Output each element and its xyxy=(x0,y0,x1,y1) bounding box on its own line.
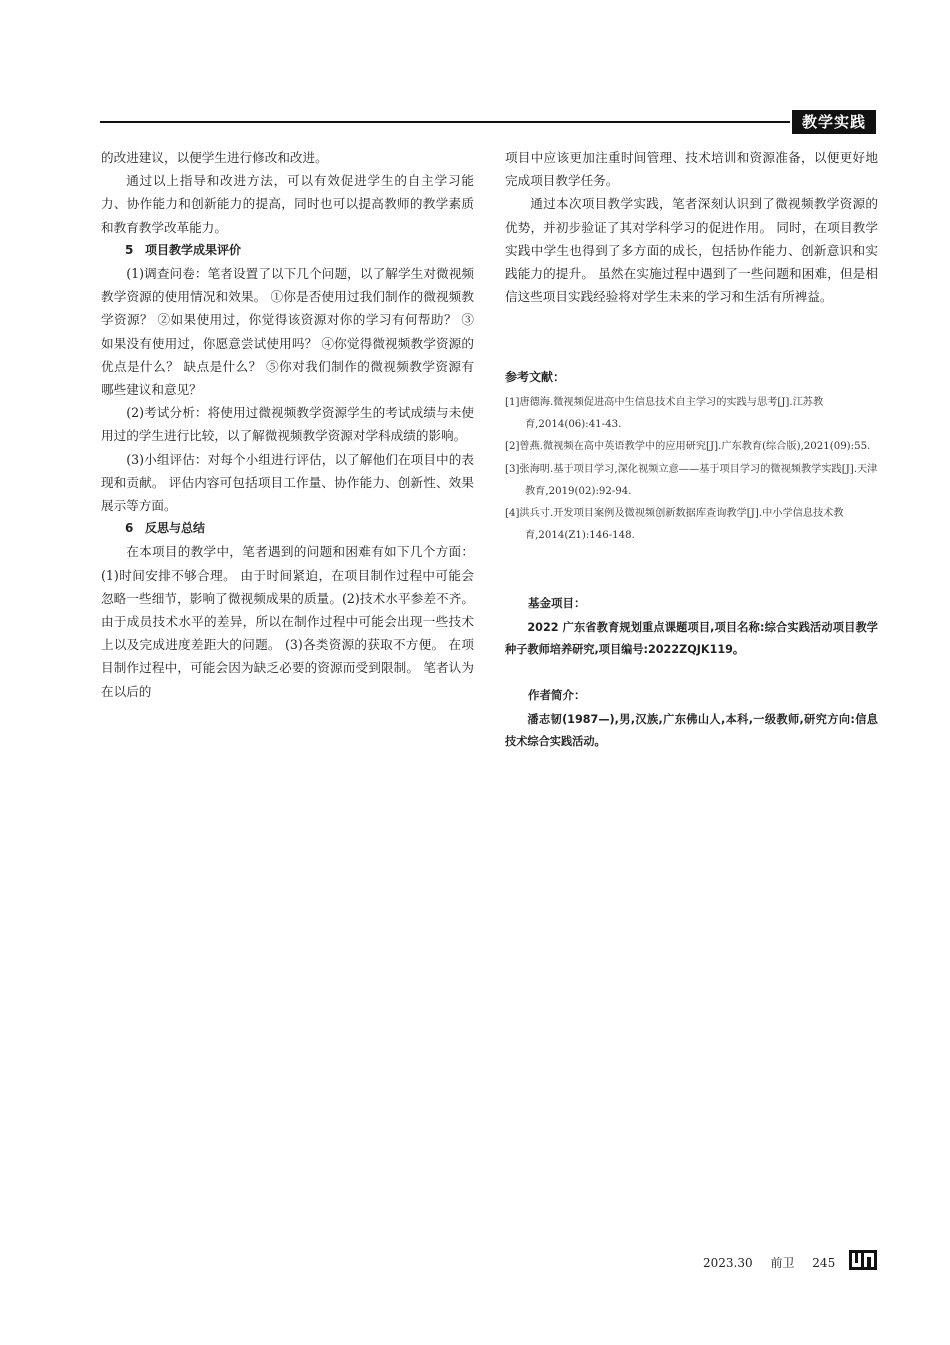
paragraph: 通过以上指导和改进方法，可以有效促进学生的自主学习能力、协作能力和创新能力的提高，同时也可以提高教师的教学素质和教育教学改革能力。 xyxy=(101,173,474,235)
reference-item: [3]张海明.基于项目学习,深化视频立意——基于项目学习的微视频教学实践[J].天津教育,2019(02):92-94. xyxy=(505,463,878,497)
references-title: 参考文献： xyxy=(505,370,566,384)
section-title: 项目教学成果评价 xyxy=(145,242,242,257)
right-column xyxy=(505,146,878,308)
author-text: 潘志韧(1987—),男,汉族,广东佛山人,本科,一级教师,研究方向:信息技术综合实践活动。 xyxy=(505,713,878,748)
author-title: 作者简介： xyxy=(528,688,586,702)
fund-title: 基金项目： xyxy=(528,596,586,610)
section-heading-5 xyxy=(101,239,474,262)
paragraph: 的改进建议，以便学生进行修改和改进。 xyxy=(101,150,328,165)
section-number: 5 xyxy=(125,242,134,257)
section-tag: 教学实践 xyxy=(792,110,876,134)
references-list xyxy=(505,392,878,547)
journal-logo-icon xyxy=(848,1249,878,1271)
header-rule xyxy=(100,121,790,123)
paragraph: 在本项目的教学中，笔者遇到的问题和困难有如下几个方面：(1)时间安排不够合理。 由于时间紧迫，在项目制作过程中可能会忽略一些细节，影响了微视频成果的质量。(2)技术水平参差不齐。 由于成员技术水平的差异，所以在制作过程中可能会出现一些技术上以及完成进度差距大的问题。 (3)各类资源的获取不方便。 在项目制作过程中，可能会因为缺乏必要的资源而受到限制。 笔者认为在以后的 xyxy=(101,544,474,699)
paragraph: 项目中应该更加注重时间管理、技术培训和资源准备，以便更好地完成项目教学任务。 xyxy=(505,150,878,189)
left-column xyxy=(101,146,474,703)
paragraph: (1)调查问卷：笔者设置了以下几个问题，以了解学生对微视频教学资源的使用情况和效果。 ①你是否使用过我们制作的微视频教学资源？ ②如果使用过，你觉得该资源对你的学习有何帮助？ ③如果没有使用过，你愿意尝试使用吗？ ④你觉得微视频教学资源的优点是什么？ 缺点是什么？ ⑤你对我们制作的微视频教学资源有哪些建议和意见？ xyxy=(101,266,474,398)
section-number: 6 xyxy=(125,521,134,536)
page-footer xyxy=(703,1254,849,1271)
issue-number: 2023.30 xyxy=(703,1256,753,1270)
reference-item: [2]曾燕.微视频在高中英语教学中的应用研究[J].广东教育(综合版),2021(09):55. xyxy=(505,441,871,453)
paragraph: (3)小组评估：对每个小组进行评估，以了解他们在项目中的表现和贡献。 评估内容可包括项目工作量、协作能力、创新性、效果展示等方面。 xyxy=(101,451,474,514)
fund-text: 2022 广东省教育规划重点课题项目,项目名称:综合实践活动项目教学种子教师培养研究,项目编号:2022ZQJK119。 xyxy=(505,621,878,656)
paragraph: 通过本次项目教学实践，笔者深刻认识到了微视频教学资源的优势，并初步验证了其对学科学习的促进作用。 同时，在项目教学实践中学生也得到了多方面的成长，包括协作能力、创新意识和实践能力的提升。 虽然在实施过程中遇到了一些问题和困难，但是相信这些项目实践经验将对学生未来的学习和生活有所裨益。 xyxy=(505,196,878,305)
reference-item: [1]唐德海.微视频促进高中生信息技术自主学习的实践与思考[J].江苏教育,2014(06):41-43. xyxy=(505,397,824,431)
page-number: 245 xyxy=(812,1256,836,1270)
paragraph: (2)考试分析：将使用过微视频教学资源学生的考试成绩与未使用过的学生进行比较，以了解微视频教学资源对学科成绩的影响。 xyxy=(101,405,474,444)
section-title: 反思与总结 xyxy=(145,521,206,536)
journal-name: 前卫 xyxy=(770,1256,795,1270)
reference-item: [4]洪兵寸.开发项目案例及微视频创新数据库查询教学[J].中小学信息技术教育,2014(Z1):146-148. xyxy=(505,508,844,542)
section-heading-6 xyxy=(101,517,474,540)
